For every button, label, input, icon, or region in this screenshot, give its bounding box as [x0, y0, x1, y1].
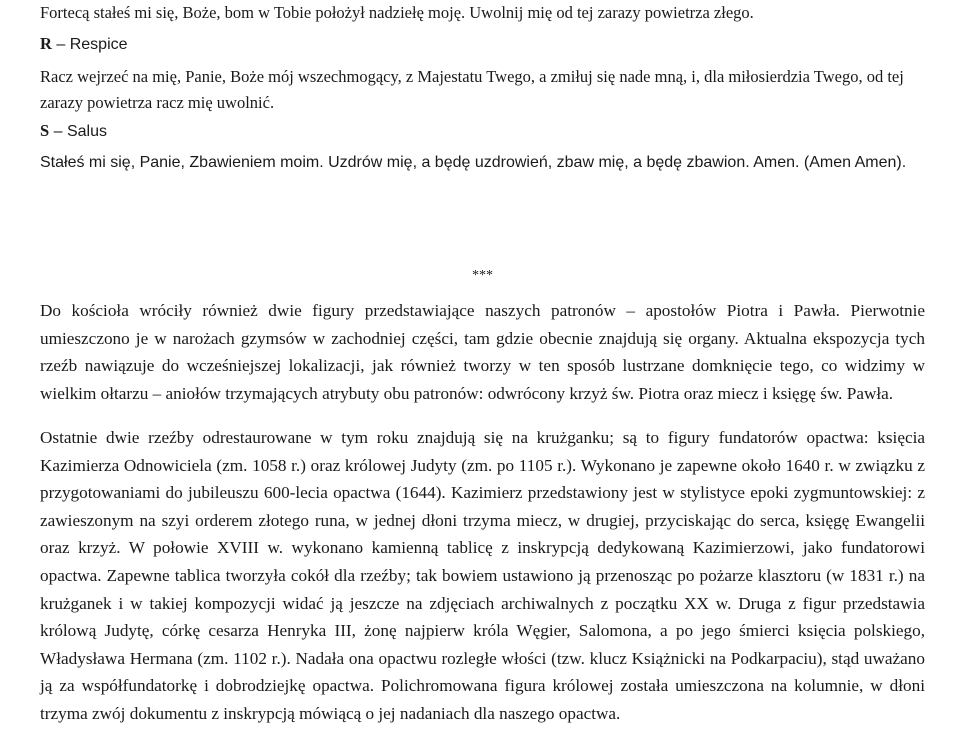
salus-marker: S: [40, 121, 50, 140]
respice-label: – Respice: [56, 36, 128, 53]
salus-label: – Salus: [53, 123, 108, 140]
article-paragraph-1: Do kościoła wróciły również dwie figury przedstawiające naszych patronów – apostołów Piotra i Pawła. Pierwotnie umieszczono je w narożach gzymsów w zachodniej części, tam gdzie obecnie znajdują się organy. Aktualna ekspozycja tych rzeźb nawiązuje do wcześniejszej lokalizacji, jak również tworzy w ten sposób lustrzane domknięcie tego, co widzimy w wielkim ołtarzu – aniołów trzymających atrybuty obu patronów: odwrócony krzyż św. Piotra oraz miecz i księgę św. Pawła.: [40, 301, 925, 403]
salus-heading: [40, 118, 107, 145]
salus-text: Stałeś mi się, Panie, Zbawieniem moim. Uzdrów mię, a będę uzdrowień, zbaw mię, a będę zbawion. Amen. (Amen Amen).: [40, 154, 907, 171]
prayer-intro-line: Fortecą stałeś mi się, Boże, bom w Tobie położył nadziełę moję. Uwolnij mię od tej zarazy powietrza złego.: [40, 3, 754, 22]
respice-heading: [40, 31, 128, 58]
respice-text: Racz wejrzeć na mię, Panie, Boże mój wszechmogący, z Majestatu Twego, a zmiłuj się nade mną, i, dla miłosierdzia Twego, od tej zarazy powietrza racz mię uwolnić.: [40, 67, 904, 112]
section-separator: ***: [472, 268, 493, 283]
respice-marker: R: [40, 34, 52, 53]
article-paragraph-2: Ostatnie dwie rzeźby odrestaurowane w tym roku znajdują się na krużganku; są to figury fundatorów opactwa: księcia Kazimierza Odnowiciela (zm. 1058 r.) oraz królowej Judyty (zm. po 1105 r.). Wykonano je zapewne około 1640 r. w związku z przygotowaniami do jubileuszu 600-lecia opactwa (1644). Kazimierz przedstawiony jest w stylistyce epoki zygmuntowskiej: z zawieszonym na szyi orderem złotego runa, w jednej dłoni trzyma miecz, w drugiej, przyciskając do serca, księgę Ewangelii oraz krzyż. W połowie XVIII w. wykonano kamienną tablicę z inskrypcją dedykowaną Kazimierzowi, jako fundatorowi opactwa. Zapewne tablica tworzyła cokół dla rzeźby; tak bowiem ustawiono ją przenosząc po pożarze klasztoru (w 1831 r.) na krużganek i w takiej kompozycji widać ją jeszcze na zdjęciach archiwalnych z początku XX w. Druga z figur przedstawia królową Judytę, córkę cesarza Henryka III, żonę najpierw króla Węgier, Salomona, a po jego śmierci księcia polskiego, Władysława Hermana (zm. 1102 r.). Nadała ona opactwu rozległe włości (tzw. klucz Książnicki na Podkarpaciu), stąd uważano ją za współfundatorkę i dobrodziejkę opactwa. Polichromowana figura królowej została umieszczona na kolumnie, w dłoni trzyma zwój dokumentu z inskrypcją mówiącą o jej nadaniach dla naszego opactwa.: [40, 428, 925, 723]
